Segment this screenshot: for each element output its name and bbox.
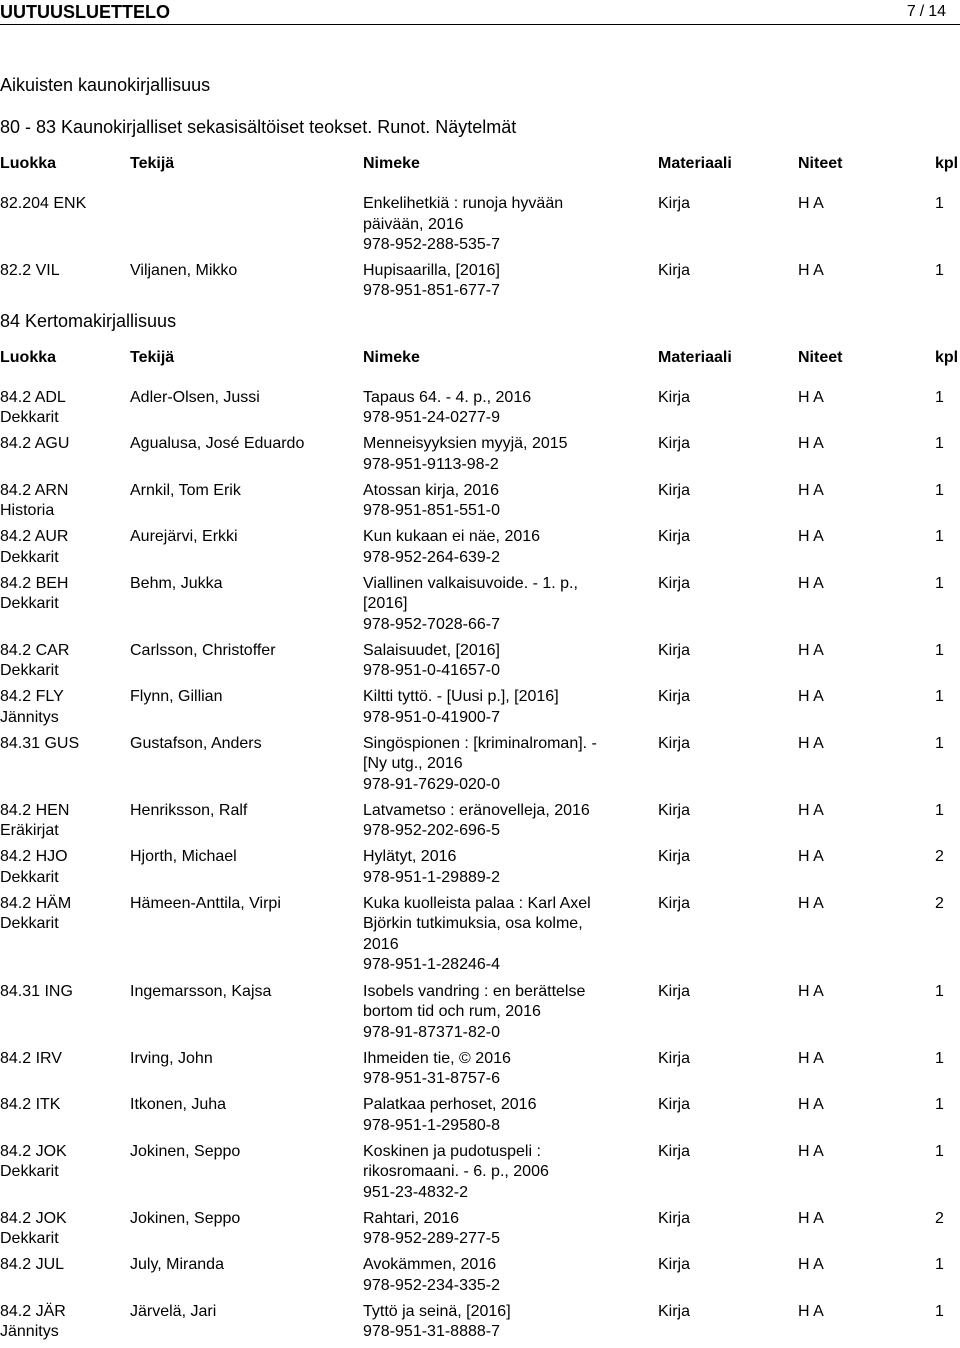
cell-materiaali: Kirja [658, 1049, 691, 1067]
cell-luokka-line: Dekkarit [0, 662, 59, 680]
cell-materiaali: Kirja [658, 1302, 691, 1320]
cell-nimeke [363, 1095, 658, 1136]
cell-niteet: H A [798, 1049, 824, 1067]
column-header-tekija: Tekijä [130, 348, 175, 366]
cell-nimeke-line: Kiltti tyttö. - [Uusi p.], [2016] [363, 688, 559, 706]
cell-tekija: Hjorth, Michael [130, 848, 237, 866]
cell-tekija: Carlsson, Christoffer [130, 641, 276, 659]
cell-nimeke-line: [Ny utg., 2016 [363, 755, 463, 773]
cell-nimeke-line: [2016] [363, 595, 408, 613]
cell-nimeke [363, 527, 658, 568]
cell-luokka [0, 847, 130, 888]
cell-niteet: H A [798, 1209, 824, 1227]
catalog-row [0, 574, 960, 636]
cell-materiaali: Kirja [658, 261, 691, 279]
cell-luokka-line: Dekkarit [0, 868, 59, 886]
cell-niteet: H A [798, 734, 824, 752]
cell-luokka-line: Historia [0, 502, 55, 520]
cell-kpl: 1 [935, 1096, 944, 1114]
cell-luokka [0, 641, 130, 682]
catalog-row [0, 801, 960, 842]
cell-nimeke-line: Enkelihetkiä : runoja hyvään [363, 195, 564, 212]
cell-luokka-line: Dekkarit [0, 1163, 59, 1181]
cell-luokka [0, 261, 130, 282]
cell-luokka-line: 84.2 JÄR [0, 1302, 66, 1320]
page-header [0, 0, 960, 26]
cell-tekija: Adler-Olsen, Jussi [130, 388, 260, 406]
catalog-row [0, 734, 960, 796]
cell-kpl: 1 [935, 1142, 944, 1160]
cell-nimeke-line: 978-951-0-41657-0 [363, 662, 500, 680]
cell-nimeke-line: 951-23-4832-2 [363, 1183, 468, 1201]
cell-luokka-line: 84.2 ARN [0, 481, 69, 499]
cell-kpl: 1 [935, 195, 944, 212]
cell-luokka-line: Dekkarit [0, 409, 59, 426]
cell-luokka-line: Dekkarit [0, 915, 59, 933]
cell-tekija: Järvelä, Jari [130, 1302, 217, 1320]
cell-luokka-line: 84.2 JUL [0, 1256, 65, 1274]
cell-tekija: Jokinen, Seppo [130, 1209, 241, 1227]
cell-materiaali: Kirja [658, 641, 691, 659]
cell-niteet: H A [798, 435, 824, 453]
column-header-tekija: Tekijä [130, 155, 175, 172]
catalog-row [0, 894, 960, 976]
cell-niteet: H A [798, 574, 824, 592]
cell-materiaali: Kirja [658, 388, 691, 406]
column-header-materiaali: Materiaali [658, 348, 732, 366]
column-header-kpl: kpl [935, 155, 959, 172]
cell-nimeke [363, 1142, 658, 1204]
cell-nimeke-line: Palatkaa perhoset, 2016 [363, 1096, 537, 1114]
main-heading: Aikuisten kaunokirjallisuus [0, 75, 211, 95]
cell-nimeke-line: 978-952-202-696-5 [363, 822, 500, 840]
cell-materiaali: Kirja [658, 435, 691, 453]
cell-materiaali: Kirja [658, 688, 691, 706]
cell-kpl: 2 [935, 1209, 944, 1227]
cell-luokka [0, 1142, 130, 1183]
cell-tekija: Flynn, Gillian [130, 688, 223, 706]
column-header-kpl: kpl [935, 348, 959, 366]
cell-luokka-line: 82.2 VIL [0, 261, 60, 279]
column-header-luokka: Luokka [0, 155, 57, 172]
cell-materiaali: Kirja [658, 801, 691, 819]
cell-niteet: H A [798, 195, 824, 212]
cell-luokka [0, 388, 130, 429]
cell-nimeke-line: Kun kukaan ei näe, 2016 [363, 528, 541, 546]
cell-kpl: 2 [935, 894, 944, 912]
catalog-row [0, 1049, 960, 1090]
catalog-row [0, 1302, 960, 1343]
cell-luokka-line: 84.2 BEH [0, 574, 69, 592]
page-number [907, 1, 946, 23]
cell-nimeke-line: Viallinen valkaisuvoide. - 1. p., [363, 574, 578, 592]
cell-nimeke [363, 1049, 658, 1090]
cell-tekija: Behm, Jukka [130, 574, 223, 592]
cell-niteet: H A [798, 1256, 824, 1274]
cell-nimeke-line: 978-952-7028-66-7 [363, 615, 500, 633]
cell-nimeke [363, 982, 658, 1044]
cell-nimeke-line: 978-952-288-535-7 [363, 236, 500, 253]
cell-nimeke-line: Koskinen ja pudotuspeli : [363, 1142, 541, 1160]
cell-niteet: H A [798, 641, 824, 659]
column-header-luokka: Luokka [0, 348, 57, 366]
catalog-row [0, 194, 960, 256]
cell-kpl: 1 [935, 688, 944, 706]
cell-tekija: Ingemarsson, Kajsa [130, 982, 272, 1000]
cell-kpl: 1 [935, 388, 944, 406]
cell-nimeke [363, 801, 658, 842]
column-header-row [0, 348, 960, 368]
cell-luokka [0, 801, 130, 842]
cell-kpl: 1 [935, 1049, 944, 1067]
cell-kpl: 1 [935, 1256, 944, 1274]
cell-materiaali: Kirja [658, 1256, 691, 1274]
cell-nimeke [363, 1302, 658, 1343]
cell-luokka [0, 194, 130, 215]
cell-materiaali: Kirja [658, 195, 691, 212]
catalog-row [0, 261, 960, 302]
cell-luokka [0, 1049, 130, 1070]
cell-nimeke-line: Isobels vandring : en berättelse [363, 982, 586, 1000]
cell-luokka-line: Dekkarit [0, 548, 59, 566]
column-header-niteet: Niteet [798, 155, 843, 172]
column-header-niteet: Niteet [798, 348, 843, 366]
cell-materiaali: Kirja [658, 1096, 691, 1114]
cell-luokka-line: Jännitys [0, 708, 59, 726]
cell-nimeke-line: Björkin tutkimuksia, osa kolme, [363, 915, 583, 933]
cell-kpl: 1 [935, 734, 944, 752]
catalog-list [0, 194, 960, 302]
cell-niteet: H A [798, 528, 824, 546]
cell-luokka-line: Eräkirjat [0, 822, 59, 840]
cell-luokka [0, 734, 130, 755]
cell-materiaali: Kirja [658, 1209, 691, 1227]
catalog-row [0, 481, 960, 522]
cell-nimeke [363, 1255, 658, 1296]
catalog-row [0, 1209, 960, 1250]
cell-niteet: H A [798, 1096, 824, 1114]
cell-nimeke-line: 978-952-234-335-2 [363, 1276, 500, 1294]
cell-nimeke [363, 1209, 658, 1250]
catalog-content [0, 74, 960, 1348]
cell-luokka-line: 84.2 ADL [0, 388, 66, 406]
cell-luokka [0, 574, 130, 615]
cell-nimeke-line: bortom tid och rum, 2016 [363, 1003, 541, 1021]
cell-nimeke [363, 388, 658, 429]
cell-materiaali: Kirja [658, 848, 691, 866]
cell-nimeke-line: 978-91-87371-82-0 [363, 1023, 500, 1041]
cell-tekija: Jokinen, Seppo [130, 1142, 241, 1160]
cell-nimeke-line: Menneisyyksien myyjä, 2015 [363, 435, 568, 453]
cell-materiaali: Kirja [658, 481, 691, 499]
cell-nimeke [363, 687, 658, 728]
cell-nimeke-line: Hylätyt, 2016 [363, 848, 457, 866]
cell-kpl: 1 [935, 261, 944, 279]
cell-niteet: H A [798, 261, 824, 279]
cell-luokka-line: 84.2 AGU [0, 435, 70, 453]
catalog-row [0, 434, 960, 475]
cell-nimeke-line: Tyttö ja seinä, [2016] [363, 1302, 511, 1320]
cell-nimeke-line: 978-951-31-8888-7 [363, 1323, 500, 1341]
cell-luokka-line: Dekkarit [0, 595, 59, 613]
sections-container [0, 116, 960, 1343]
cell-tekija: Arnkil, Tom Erik [130, 481, 241, 499]
cell-tekija: July, Miranda [130, 1256, 224, 1274]
cell-tekija: Viljanen, Mikko [130, 261, 238, 279]
catalog-row [0, 687, 960, 728]
cell-luokka-line: 84.2 JOK [0, 1142, 67, 1160]
cell-niteet: H A [798, 388, 824, 406]
section-title: 80 - 83 Kaunokirjalliset sekasisältöiset teokset. Runot. Näytelmät [0, 117, 517, 137]
page-current: 7 [906, 3, 916, 20]
cell-nimeke-line: 978-952-289-277-5 [363, 1230, 500, 1248]
cell-luokka-line: 84.2 IRV [0, 1049, 62, 1067]
catalog-list [0, 388, 960, 1343]
cell-tekija: Itkonen, Juha [130, 1096, 227, 1114]
cell-kpl: 1 [935, 801, 944, 819]
cell-materiaali: Kirja [658, 894, 691, 912]
page-total: 14 [928, 3, 946, 20]
cell-nimeke-line: Kuka kuolleista palaa : Karl Axel [363, 894, 591, 912]
cell-nimeke [363, 847, 658, 888]
cell-nimeke-line: 978-951-9113-98-2 [363, 455, 499, 473]
cell-luokka-line: Jännitys [0, 1323, 59, 1341]
cell-nimeke-line: Latvametso : eränovelleja, 2016 [363, 801, 590, 819]
cell-tekija: Aurejärvi, Erkki [130, 528, 238, 546]
cell-tekija: Henriksson, Ralf [130, 801, 248, 819]
column-header-nimeke: Nimeke [363, 155, 420, 172]
cell-luokka [0, 1095, 130, 1116]
cell-nimeke-line: Avokämmen, 2016 [363, 1256, 497, 1274]
cell-kpl: 1 [935, 574, 944, 592]
catalog-row [0, 641, 960, 682]
header-divider [0, 24, 960, 25]
cell-nimeke [363, 194, 658, 256]
cell-tekija: Irving, John [130, 1049, 213, 1067]
document-title: UUTUUSLUETTELO [0, 2, 170, 22]
cell-tekija: Gustafson, Anders [130, 734, 262, 752]
cell-nimeke-line: Rahtari, 2016 [363, 1209, 460, 1227]
cell-nimeke-line: Salaisuudet, [2016] [363, 641, 500, 659]
cell-materiaali: Kirja [658, 734, 691, 752]
cell-luokka-line: 84.2 HJO [0, 848, 68, 866]
cell-nimeke [363, 894, 658, 976]
catalog-row [0, 847, 960, 888]
cell-luokka [0, 481, 130, 522]
cell-nimeke [363, 734, 658, 796]
cell-niteet: H A [798, 894, 824, 912]
cell-nimeke-line: 978-951-1-29580-8 [363, 1116, 500, 1134]
cell-luokka [0, 434, 130, 455]
cell-kpl: 1 [935, 481, 944, 499]
cell-kpl: 1 [935, 528, 944, 546]
cell-luokka-line: 84.2 FLY [0, 688, 64, 706]
cell-nimeke-line: 2016 [363, 935, 399, 953]
cell-luokka [0, 687, 130, 728]
cell-nimeke-line: Hupisaarilla, [2016] [363, 261, 500, 279]
cell-luokka [0, 1255, 130, 1276]
cell-niteet: H A [798, 1142, 824, 1160]
cell-luokka-line: 84.2 AUR [0, 528, 69, 546]
catalog-row [0, 388, 960, 429]
cell-materiaali: Kirja [658, 982, 691, 1000]
cell-kpl: 1 [935, 435, 944, 453]
cell-materiaali: Kirja [658, 1142, 691, 1160]
cell-niteet: H A [798, 982, 824, 1000]
cell-niteet: H A [798, 848, 824, 866]
cell-niteet: H A [798, 1302, 824, 1320]
cell-nimeke-line: 978-951-0-41900-7 [363, 708, 500, 726]
cell-luokka-line: 84.2 HÄM [0, 894, 72, 912]
cell-nimeke-line: rikosromaani. - 6. p., 2006 [363, 1163, 549, 1181]
cell-nimeke-line: 978-951-1-29889-2 [363, 868, 500, 886]
cell-nimeke-line: Tapaus 64. - 4. p., 2016 [363, 388, 532, 406]
cell-nimeke-line: 978-951-31-8757-6 [363, 1070, 500, 1088]
page-separator: / [919, 3, 925, 20]
cell-kpl: 1 [935, 1302, 944, 1320]
cell-nimeke-line: 978-951-24-0277-9 [363, 409, 500, 426]
cell-nimeke-line: Ihmeiden tie, © 2016 [363, 1049, 511, 1067]
cell-nimeke-line: Atossan kirja, 2016 [363, 481, 500, 499]
cell-luokka [0, 1209, 130, 1250]
cell-niteet: H A [798, 688, 824, 706]
catalog-row [0, 527, 960, 568]
catalog-row [0, 1095, 960, 1136]
cell-luokka [0, 1302, 130, 1343]
cell-nimeke-line: 978-91-7629-020-0 [363, 775, 500, 793]
cell-nimeke [363, 574, 658, 636]
cell-luokka-line: 84.31 ING [0, 982, 73, 1000]
section-title: 84 Kertomakirjallisuus [0, 310, 177, 331]
cell-luokka-line: 84.2 JOK [0, 1209, 67, 1227]
cell-nimeke-line: 978-951-851-551-0 [363, 502, 500, 520]
cell-nimeke-line: 978-951-1-28246-4 [363, 956, 500, 974]
cell-luokka-line: 84.31 GUS [0, 734, 80, 752]
cell-luokka-line: 84.2 ITK [0, 1096, 61, 1114]
cell-niteet: H A [798, 481, 824, 499]
cell-tekija: Agualusa, José Eduardo [130, 435, 305, 453]
cell-nimeke-line: 978-952-264-639-2 [363, 548, 500, 566]
cell-luokka-line: 84.2 CAR [0, 641, 70, 659]
cell-nimeke [363, 641, 658, 682]
cell-luokka-line: 84.2 HEN [0, 801, 70, 819]
cell-nimeke [363, 261, 658, 302]
cell-luokka [0, 982, 130, 1003]
cell-kpl: 2 [935, 848, 944, 866]
catalog-row [0, 1142, 960, 1204]
cell-nimeke [363, 434, 658, 475]
cell-kpl: 1 [935, 982, 944, 1000]
column-header-nimeke: Nimeke [363, 348, 420, 366]
cell-nimeke [363, 481, 658, 522]
column-header-materiaali: Materiaali [658, 155, 732, 172]
cell-nimeke-line: päivään, 2016 [363, 215, 464, 233]
cell-materiaali: Kirja [658, 574, 691, 592]
cell-tekija: Hämeen-Anttila, Virpi [130, 894, 281, 912]
cell-materiaali: Kirja [658, 528, 691, 546]
cell-nimeke-line: 978-951-851-677-7 [363, 282, 500, 299]
cell-luokka [0, 894, 130, 935]
cell-luokka-line: 82.204 ENK [0, 195, 87, 212]
cell-luokka [0, 527, 130, 568]
cell-luokka-line: Dekkarit [0, 1230, 59, 1248]
catalog-row [0, 982, 960, 1044]
catalog-row [0, 1255, 960, 1296]
cell-kpl: 1 [935, 641, 944, 659]
column-header-row [0, 154, 960, 174]
cell-niteet: H A [798, 801, 824, 819]
cell-nimeke-line: Singöspionen : [kriminalroman]. - [363, 734, 597, 752]
